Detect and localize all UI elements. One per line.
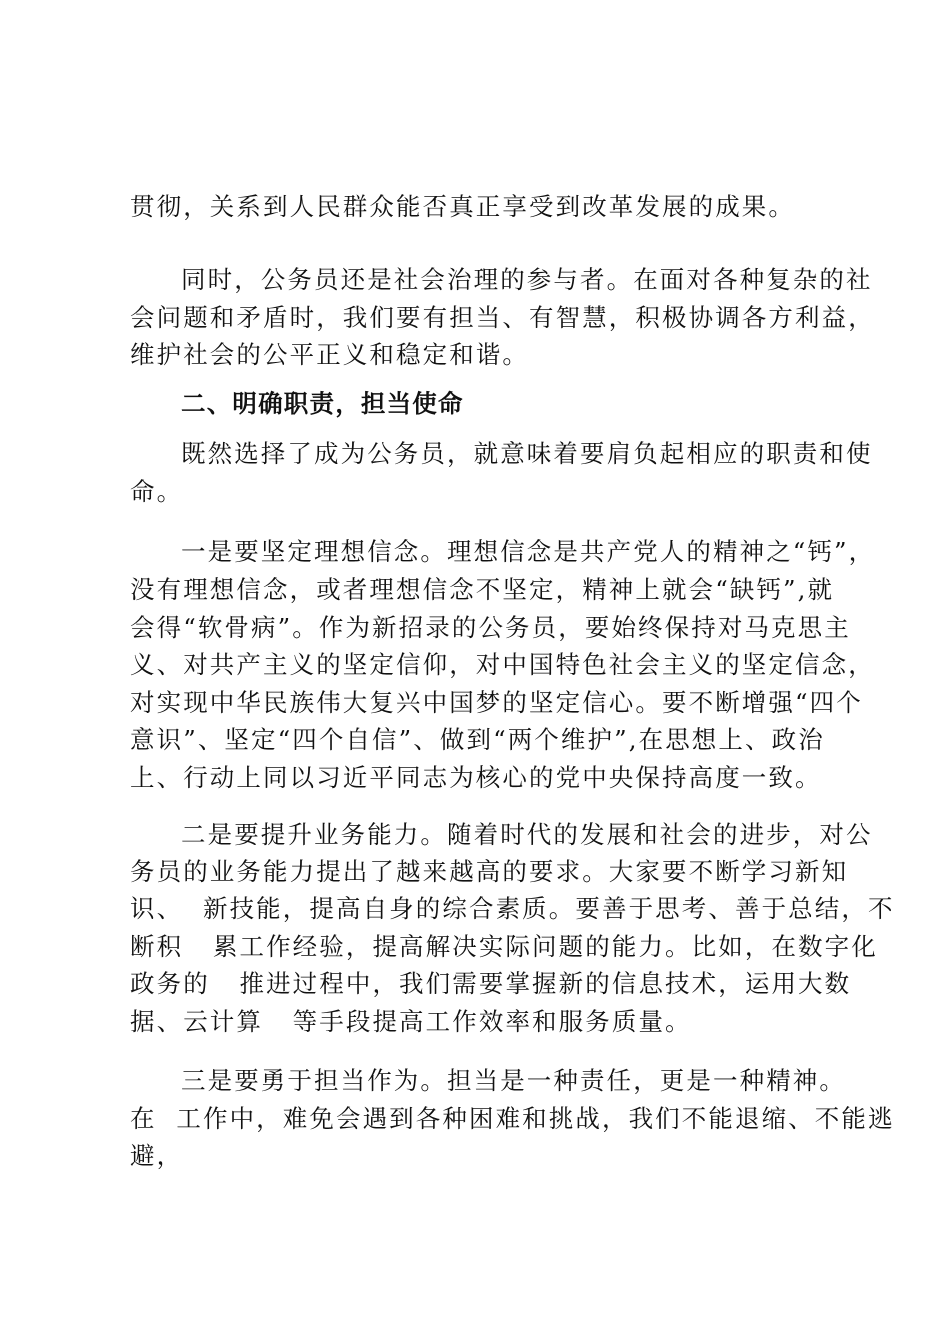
paragraph-first-line: 同时，公务员还是社会治理的参与者。在面对各种复杂的社: [181, 265, 873, 294]
text-line: 命。: [130, 477, 184, 506]
text-line: 会得“软骨病”。作为新招录的公务员，要始终保持对马克思主: [130, 613, 851, 642]
text-line: 维护社会的公平正义和稳定和谐。: [130, 340, 529, 369]
paragraph-first-line: 一是要坚定理想信念。理想信念是共产党人的精神之“钙”，: [181, 537, 876, 566]
text-line: 据、云计算 等手段提高工作效率和服务质量。: [130, 1007, 692, 1036]
text-line: 断积 累工作经验，提高解决实际问题的能力。比如，在数字化: [130, 932, 878, 961]
text-line: 政务的 推进过程中，我们需要掌握新的信息技术，运用大数: [130, 969, 852, 998]
text-line: 对实现中华民族伟大复兴中国梦的坚定信心。要不断增强“四个: [130, 688, 863, 717]
text-line: 避，: [130, 1141, 184, 1170]
text-line: 没有理想信念，或者理想信念不坚定，精神上就会“缺钙”,就: [130, 575, 835, 604]
text-line: 在 工作中，难免会遇到各种困难和挑战，我们不能退缩、不能逃: [130, 1104, 895, 1133]
paragraph-first-line: 既然选择了成为公务员，就意味着要肩负起相应的职责和使: [181, 439, 873, 468]
text-line: 上、行动上同以习近平同志为核心的党中央保持高度一致。: [130, 763, 822, 792]
text-line: 义、对共产主义的坚定信仰，对中国特色社会主义的坚定信念，: [130, 650, 875, 679]
text-line: 意识”、坚定“四个自信”、做到“两个维护”,在思想上、政治: [130, 725, 825, 754]
section-heading: 二、明确职责，担当使命: [181, 389, 464, 418]
text-line: 务员的业务能力提出了越来越高的要求。大家要不断学习新知: [130, 857, 849, 886]
text-line: 会问题和矛盾时，我们要有担当、有智慧，积极协调各方利益，: [130, 303, 875, 332]
text-line: 识、 新技能，提高自身的综合素质。要善于思考、善于总结，不: [130, 894, 895, 923]
paragraph-first-line: 三是要勇于担当作为。担当是一种责任，更是一种精神。: [181, 1066, 846, 1095]
paragraph-first-line: 二是要提升业务能力。随着时代的发展和社会的进步，对公: [181, 820, 873, 849]
text-line: 贯彻，关系到人民群众能否真正享受到改革发展的成果。: [130, 192, 795, 221]
